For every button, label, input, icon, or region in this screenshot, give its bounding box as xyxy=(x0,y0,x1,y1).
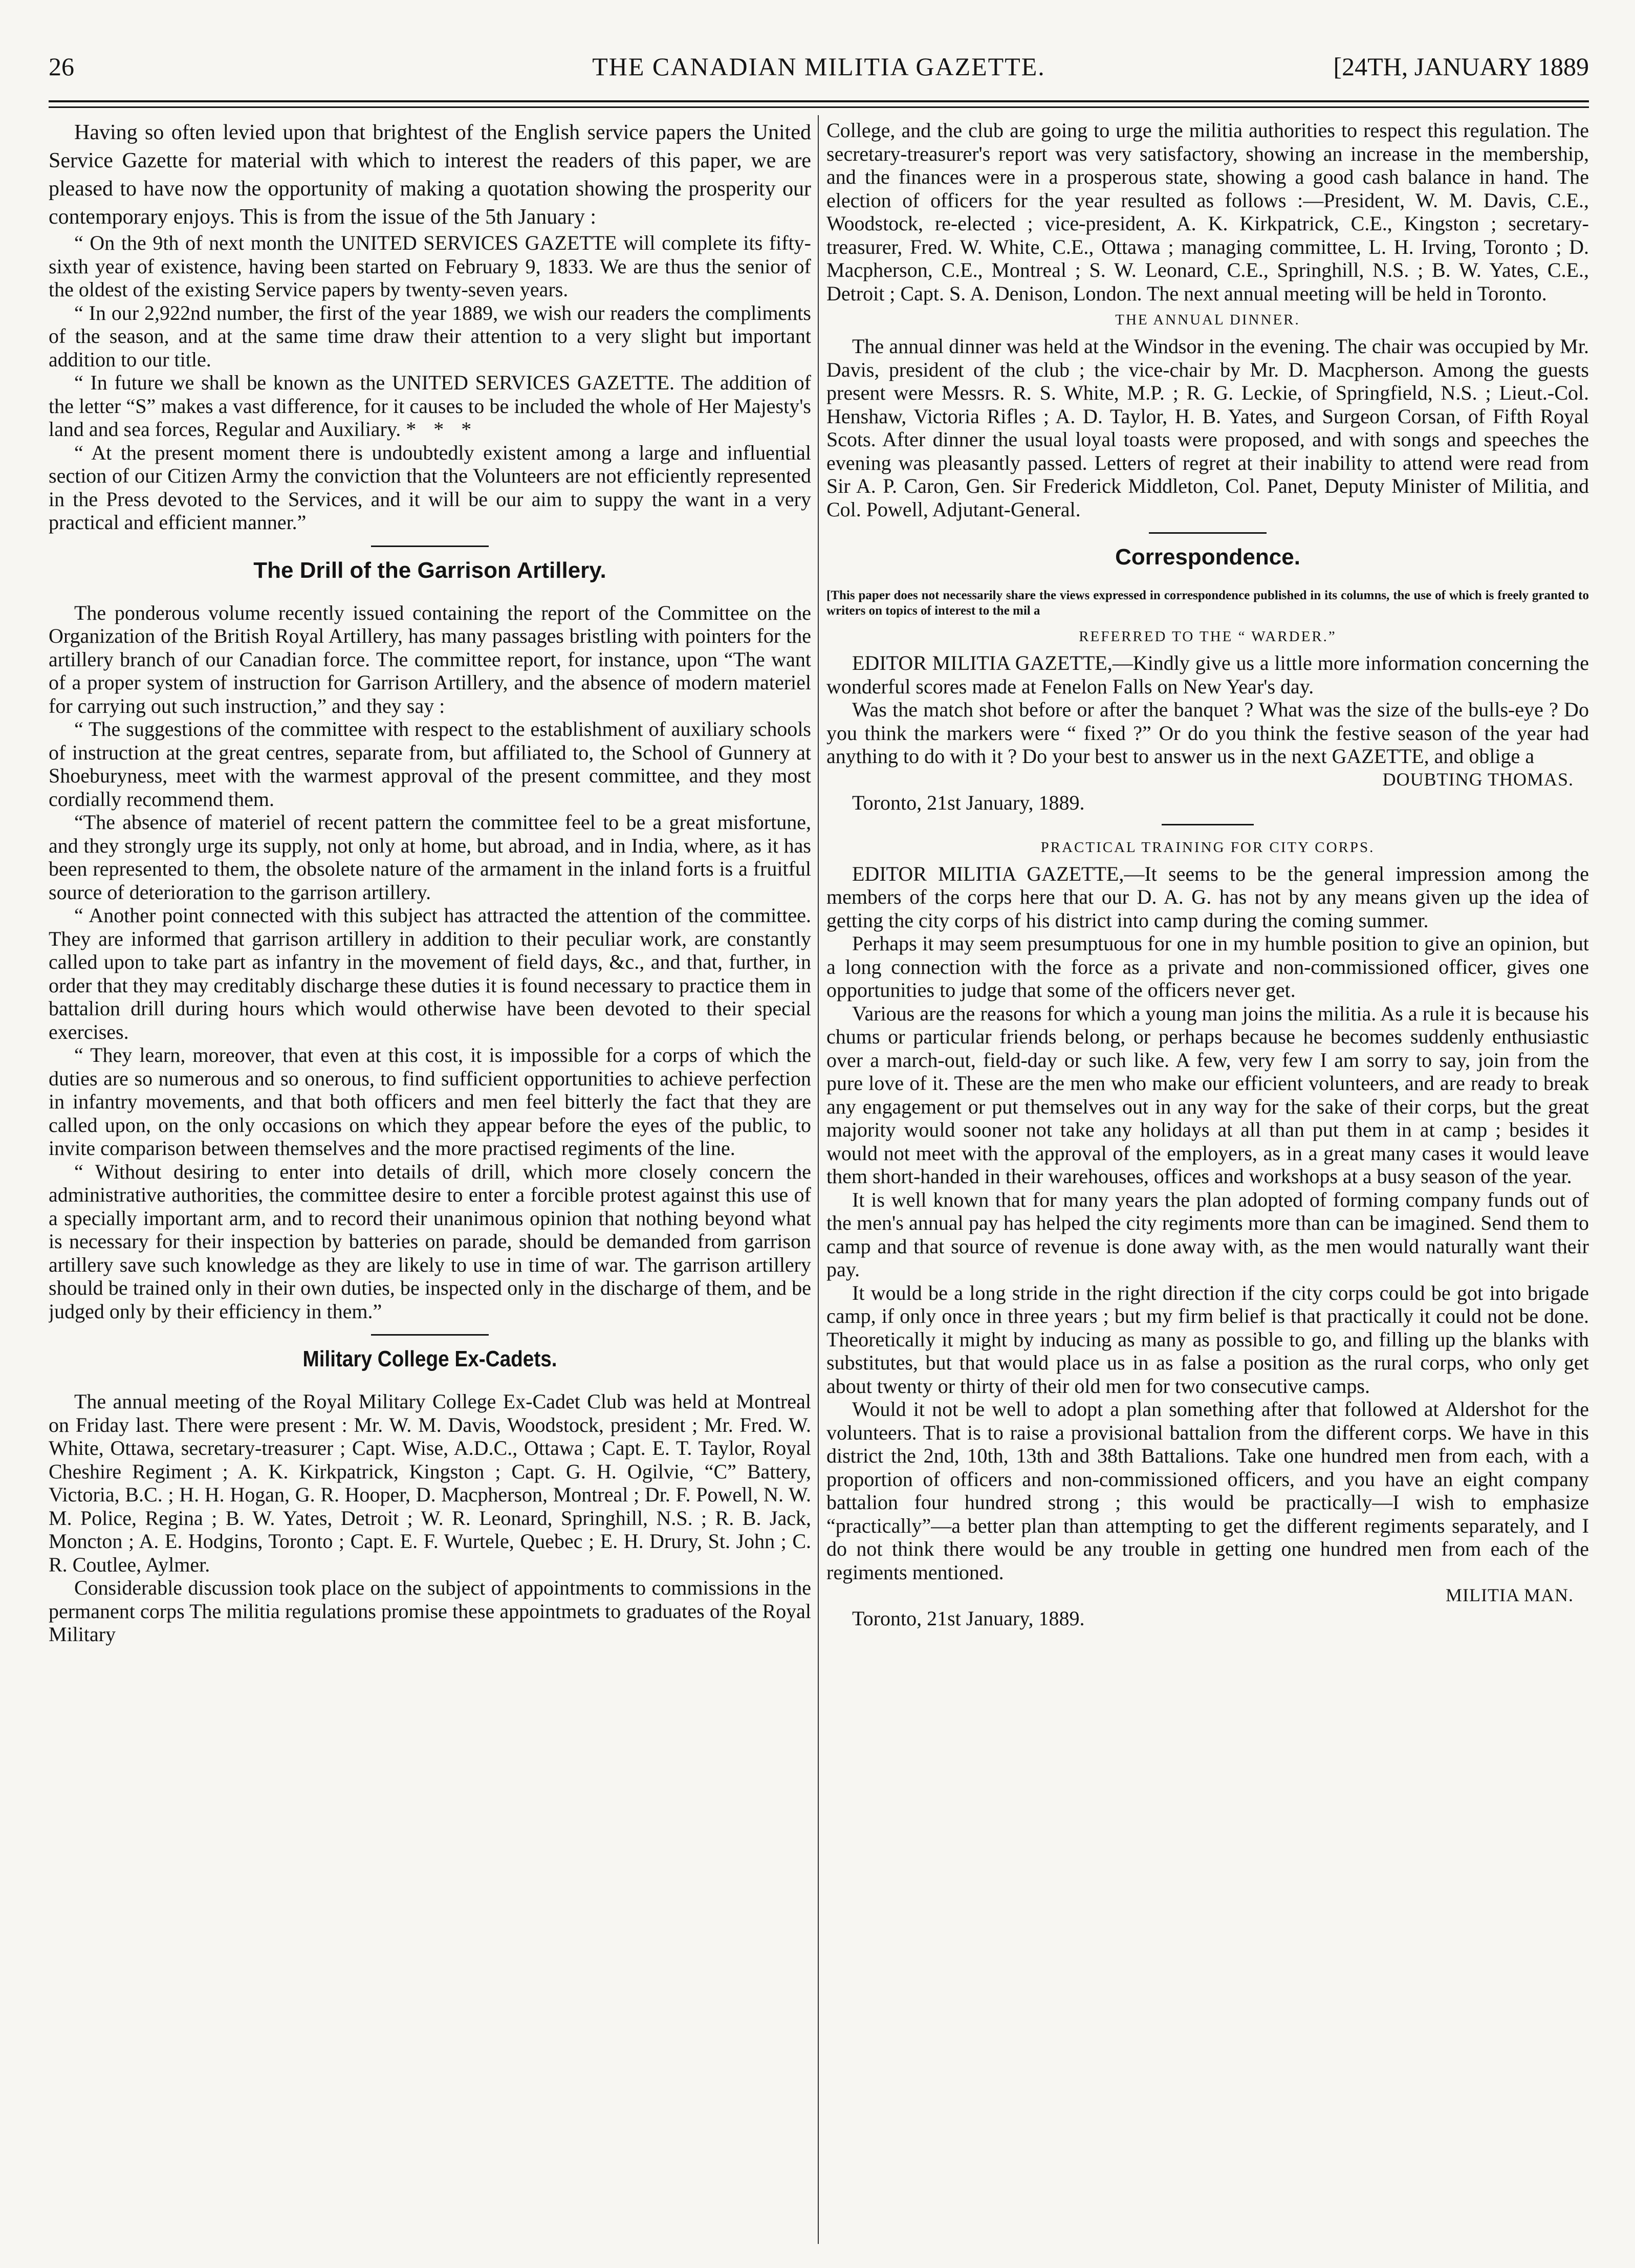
quote-paragraph: “ At the present moment there is undoubtedly existent among a large and influential section of our Citizen Army the conviction that the Volunteers are not efficiently represented in the Press devoted to the Services, and it will be our aim to suppy the want in a very practical and efficient manner.” xyxy=(49,441,811,534)
page-header xyxy=(49,49,1589,84)
header-rule-double xyxy=(49,106,1589,108)
letter-paragraph: Was the match shot before or after the banquet ? What was the size of the bulls-eye ? Do you think the markers were “ fixed ?” Or do you think the festive season of the year had anything to do with it ? Do your best to answer us in the next GAZETTE, and oblige a xyxy=(826,698,1589,768)
article-heading-correspondence: Correspondence. xyxy=(1115,544,1300,570)
letter-dateline: Toronto, 21st January, 1889. xyxy=(852,791,1085,814)
letter-signature: MILITIA MAN. xyxy=(1446,1585,1574,1605)
left-column xyxy=(49,119,811,2248)
article-paragraph: “ The suggestions of the committee with respect to the establishment of auxiliary schools of instruction at the great centres, separate from, but affiliated to, the School of Gunnery at Shoeburyness, meet with the warmest approval of the present committee, and they most cordially recommend them. xyxy=(49,717,811,811)
letter-paragraph: Various are the reasons for which a young man joins the militia. As a rule it is because his chums or particular friends belong, or perhaps because he becomes suddenly enthusiastic over a march-out, field-day or such like. A few, very few I am sorry to say, join from the pure love of it. These are the men who make our efficient volunteers, and are ready to break any engagement or put themselves out in any way for the sake of their corps, but the great majority would sooner not take any holidays at all than put them in at camp ; besides it would not meet with the approval of the employers, as in a great many cases it would leave them short-handed in their warehouses, offices and workshops at a busy season of the year. xyxy=(826,1001,1589,1188)
letter-paragraph: EDITOR MILITIA GAZETTE,—It seems to be the general impression among the members of the corps here that our D. A. G. has not by any means given up the idea of getting the city corps of his district into camp during the coming summer. xyxy=(826,862,1589,932)
right-column xyxy=(826,119,1589,2248)
article-paragraph: “The absence of materiel of recent pattern the committee feel to be a great misfortune, and they strongly urge its supply, not only at home, but abroad, and in India, where, as it has been represented to them, the obsolete nature of the armament in the inland forts is a fruitful source of deterioration to the garrison artillery. xyxy=(49,811,811,904)
header-rule xyxy=(49,100,1589,102)
article-paragraph: The annual dinner was held at the Windsor in the evening. The chair was occupied by Mr. Davis, president of the club ; the vice-chair by Mr. D. Macpherson. Among the guests present were Messrs. R. S. White, M.P. ; R. G. Leckie, of Springfield, N.S. ; Lieut.-Col. Henshaw, Victoria Rifles ; A. D. Taylor, H. B. Yates, and Surgeon Corsan, of Fifth Royal Scots. After dinner the usual loyal toasts were proposed, and with songs and speeches the evening was pleasantly passed. Letters of regret at their inability to attend were read from Sir A. P. Caron, Gen. Sir Frederick Middleton, Col. Panet, Deputy Minister of Militia, and Col. Powell, Adjutant-General. xyxy=(826,335,1589,521)
section-rule xyxy=(1149,532,1267,534)
page-number: 26 xyxy=(49,52,74,81)
subheading-training: PRACTICAL TRAINING FOR CITY CORPS. xyxy=(1040,839,1375,856)
article-paragraph: College, and the club are going to urge the militia authorities to respect this regulation. The secretary-treasurer's report was very satisfactory, showing an increase in the membership, and the finances were in a prosperous state, showing a good cash balance in hand. The election of officers for the year resulted as follows :—President, W. M. Davis, C.E., Woodstock, re-elected ; vice-president, A. K. Kirkpatrick, C.E., Kingston ; secretary-treasurer, Fred. W. White, C.E., Ottawa ; managing committee, L. H. Irving, Toronto ; D. Macpherson, C.E., Montreal ; S. W. Leonard, C.E., Springhill, N.S. ; B. W. Yates, C.E., Detroit ; Capt. S. A. Denison, London. The next annual meeting will be held in Toronto. xyxy=(826,119,1589,305)
letter-signature: DOUBTING THOMAS. xyxy=(1382,769,1574,790)
column-divider xyxy=(818,115,819,2244)
subheading-warder: REFERRED TO THE “ WARDER.” xyxy=(1079,628,1337,645)
issue-date: [24TH, JANUARY 1889 xyxy=(1333,52,1589,81)
section-rule xyxy=(1162,824,1254,825)
article-paragraph: “ They learn, moreover, that even at this cost, it is impossible for a corps of which the duties are so numerous and so onerous, to find sufficient opportunities to achieve perfection in infantry movements, and that both officers and men feel bitterly the fact that they are called upon, on the only occasions on which they appear before the eyes of the public, to invite comparison between themselves and the more practised regiments of the line. xyxy=(49,1043,811,1160)
letter-paragraph: Would it not be well to adopt a plan something after that followed at Aldershot for the volunteers. That is to raise a provisional battalion from the different corps. We have in this district the 2nd, 10th, 13th and 38th Battalions. Take one hundred men from each, with a proportion of officers and non-commissioned officers, and you have an eight company battalion four hundred strong ; this would be practically—I wish to emphasize “practically”—a better plan than attempting to get the different regiments separately, and I do not think there would be any trouble in getting one hundred men from each of the regiments mentioned. xyxy=(826,1398,1589,1584)
quote-paragraph xyxy=(49,371,811,441)
article-paragraph: “ Without desiring to enter into details of drill, which more closely concern the administrative authorities, the committee desire to enter a forcible protest against this use of a specially important arm, and to record their unanimous opinion that nothing beyond what is necessary for their inspection by batteries on parade, should be demanded from garrison artillery save such knowledge as they are likely to use in time of war. The garrison artillery should be trained only in their own duties, be inspected only in the discharge of them, and be judged only by their efficiency in them.” xyxy=(49,1160,811,1323)
article-heading-college: Military College Ex-Cadets. xyxy=(302,1346,557,1371)
letter-dateline: Toronto, 21st January, 1889. xyxy=(852,1607,1085,1630)
quote-text: “ In future we shall be known as the UNITED SERVICES GAZETTE. The addition of the letter “S” makes a vast difference, for it causes to be included the whole of Her Majesty's land and sea forces, Regular and Auxiliary. xyxy=(49,371,811,441)
letter-paragraph: Perhaps it may seem presumptuous for one in my humble position to give an opinion, but a long connection with the force as a private and non-commissioned officer, gives one opportunities to judge that some of the officers never get. xyxy=(826,932,1589,1001)
section-rule xyxy=(371,546,489,547)
letter-paragraph: EDITOR MILITIA GAZETTE,—Kindly give us a little more information concerning the wonderful scores made at Fenelon Falls on New Year's day. xyxy=(826,651,1589,698)
letter-paragraph: It would be a long stride in the right direction if the city corps could be got into brigade camp, if only once in three years ; but my firm belief is that practically it could not be done. Theoretically it might by inducing as many as possible to go, and filling up the blanks with substitutes, but that would place us in as false a position as the rural corps, who only get about twenty or thirty of their old men for two consecutive camps. xyxy=(826,1281,1589,1398)
ellipsis-stars: * * * xyxy=(406,418,478,441)
quote-paragraph: “ On the 9th of next month the UNITED SERVICES GAZETTE will complete its fifty-sixth year of existence, having been started on February 9, 1833. We are thus the senior of the oldest of the existing Service papers by twenty-seven years. xyxy=(49,231,811,301)
article-paragraph: “ Another point connected with this subject has attracted the attention of the committee. They are informed that garrison artillery in addition to their peculiar work, are constantly called upon to take part as infantry in the movement of field days, &c., and that, further, in order that they may creditably discharge these duties it is found necessary to practice them in battalion drill during hours which would otherwise have been devoted to their special exercises. xyxy=(49,904,811,1043)
letter-paragraph: It is well known that for many years the plan adopted of forming company funds out of the men's annual pay has helped the city regiments more than can be imagined. Send them to camp and that source of revenue is done away with, as the men would naturally want their pay. xyxy=(826,1188,1589,1281)
subheading-dinner: THE ANNUAL DINNER. xyxy=(1115,312,1300,328)
masthead-title: THE CANADIAN MILITIA GAZETTE. xyxy=(592,52,1045,81)
article-heading-drill: The Drill of the Garrison Artillery. xyxy=(253,557,606,583)
article-paragraph: The ponderous volume recently issued containing the report of the Committee on the Organization of the British Royal Artillery, has many passages bristling with pointers for the artillery branch of our Canadian force. The committee report, for instance, upon “The want of a proper system of instruction for Garrison Artillery, and the absence of modern materiel for carrying out such instruction,” and they say : xyxy=(49,601,811,717)
section-rule xyxy=(371,1334,489,1336)
editorial-disclaimer: [This paper does not necessarily share the views expressed in correspondence published in its columns, the use of which is freely granted to writers on topics of interest to the mil a xyxy=(826,588,1589,618)
intro-paragraph: Having so often levied upon that brightest of the English service papers the United Service Gazette for material with which to interest the readers of this paper, we are pleased to have now the opportunity of making a quotation showing the prosperity our contemporary enjoys. This is from the issue of the 5th January : xyxy=(49,121,811,229)
article-paragraph: Considerable discussion took place on the subject of appointments to commissions in the permanent corps The militia regulations promise these appointmets to graduates of the Royal Military xyxy=(49,1576,811,1646)
quote-paragraph: “ In our 2,922nd number, the first of the year 1889, we wish our readers the compliments of the season, and at the same time draw their attention to a very slight but important addition to our title. xyxy=(49,301,811,371)
article-paragraph: The annual meeting of the Royal Military College Ex-Cadet Club was held at Montreal on Friday last. There were present : Mr. W. M. Davis, Woodstock, president ; Mr. Fred. W. White, Ottawa, secretary-treasurer ; Capt. Wise, A.D.C., Ottawa ; Capt. E. T. Taylor, Royal Cheshire Regiment ; A. K. Kirkpatrick, Kingston ; Capt. G. H. Ogilvie, “C” Battery, Victoria, B.C. ; H. H. Hogan, G. R. Hooper, D. Macpherson, Montreal ; Dr. F. Powell, N. W. M. Police, Regina ; B. W. Yates, Detroit ; W. R. Leonard, Springhill, N.S. ; R. B. Jack, Moncton ; A. E. Hodgins, Toronto ; Capt. E. F. Wurtele, Quebec ; E. H. Drury, St. John ; C. R. Coutlee, Aylmer. xyxy=(49,1390,811,1576)
